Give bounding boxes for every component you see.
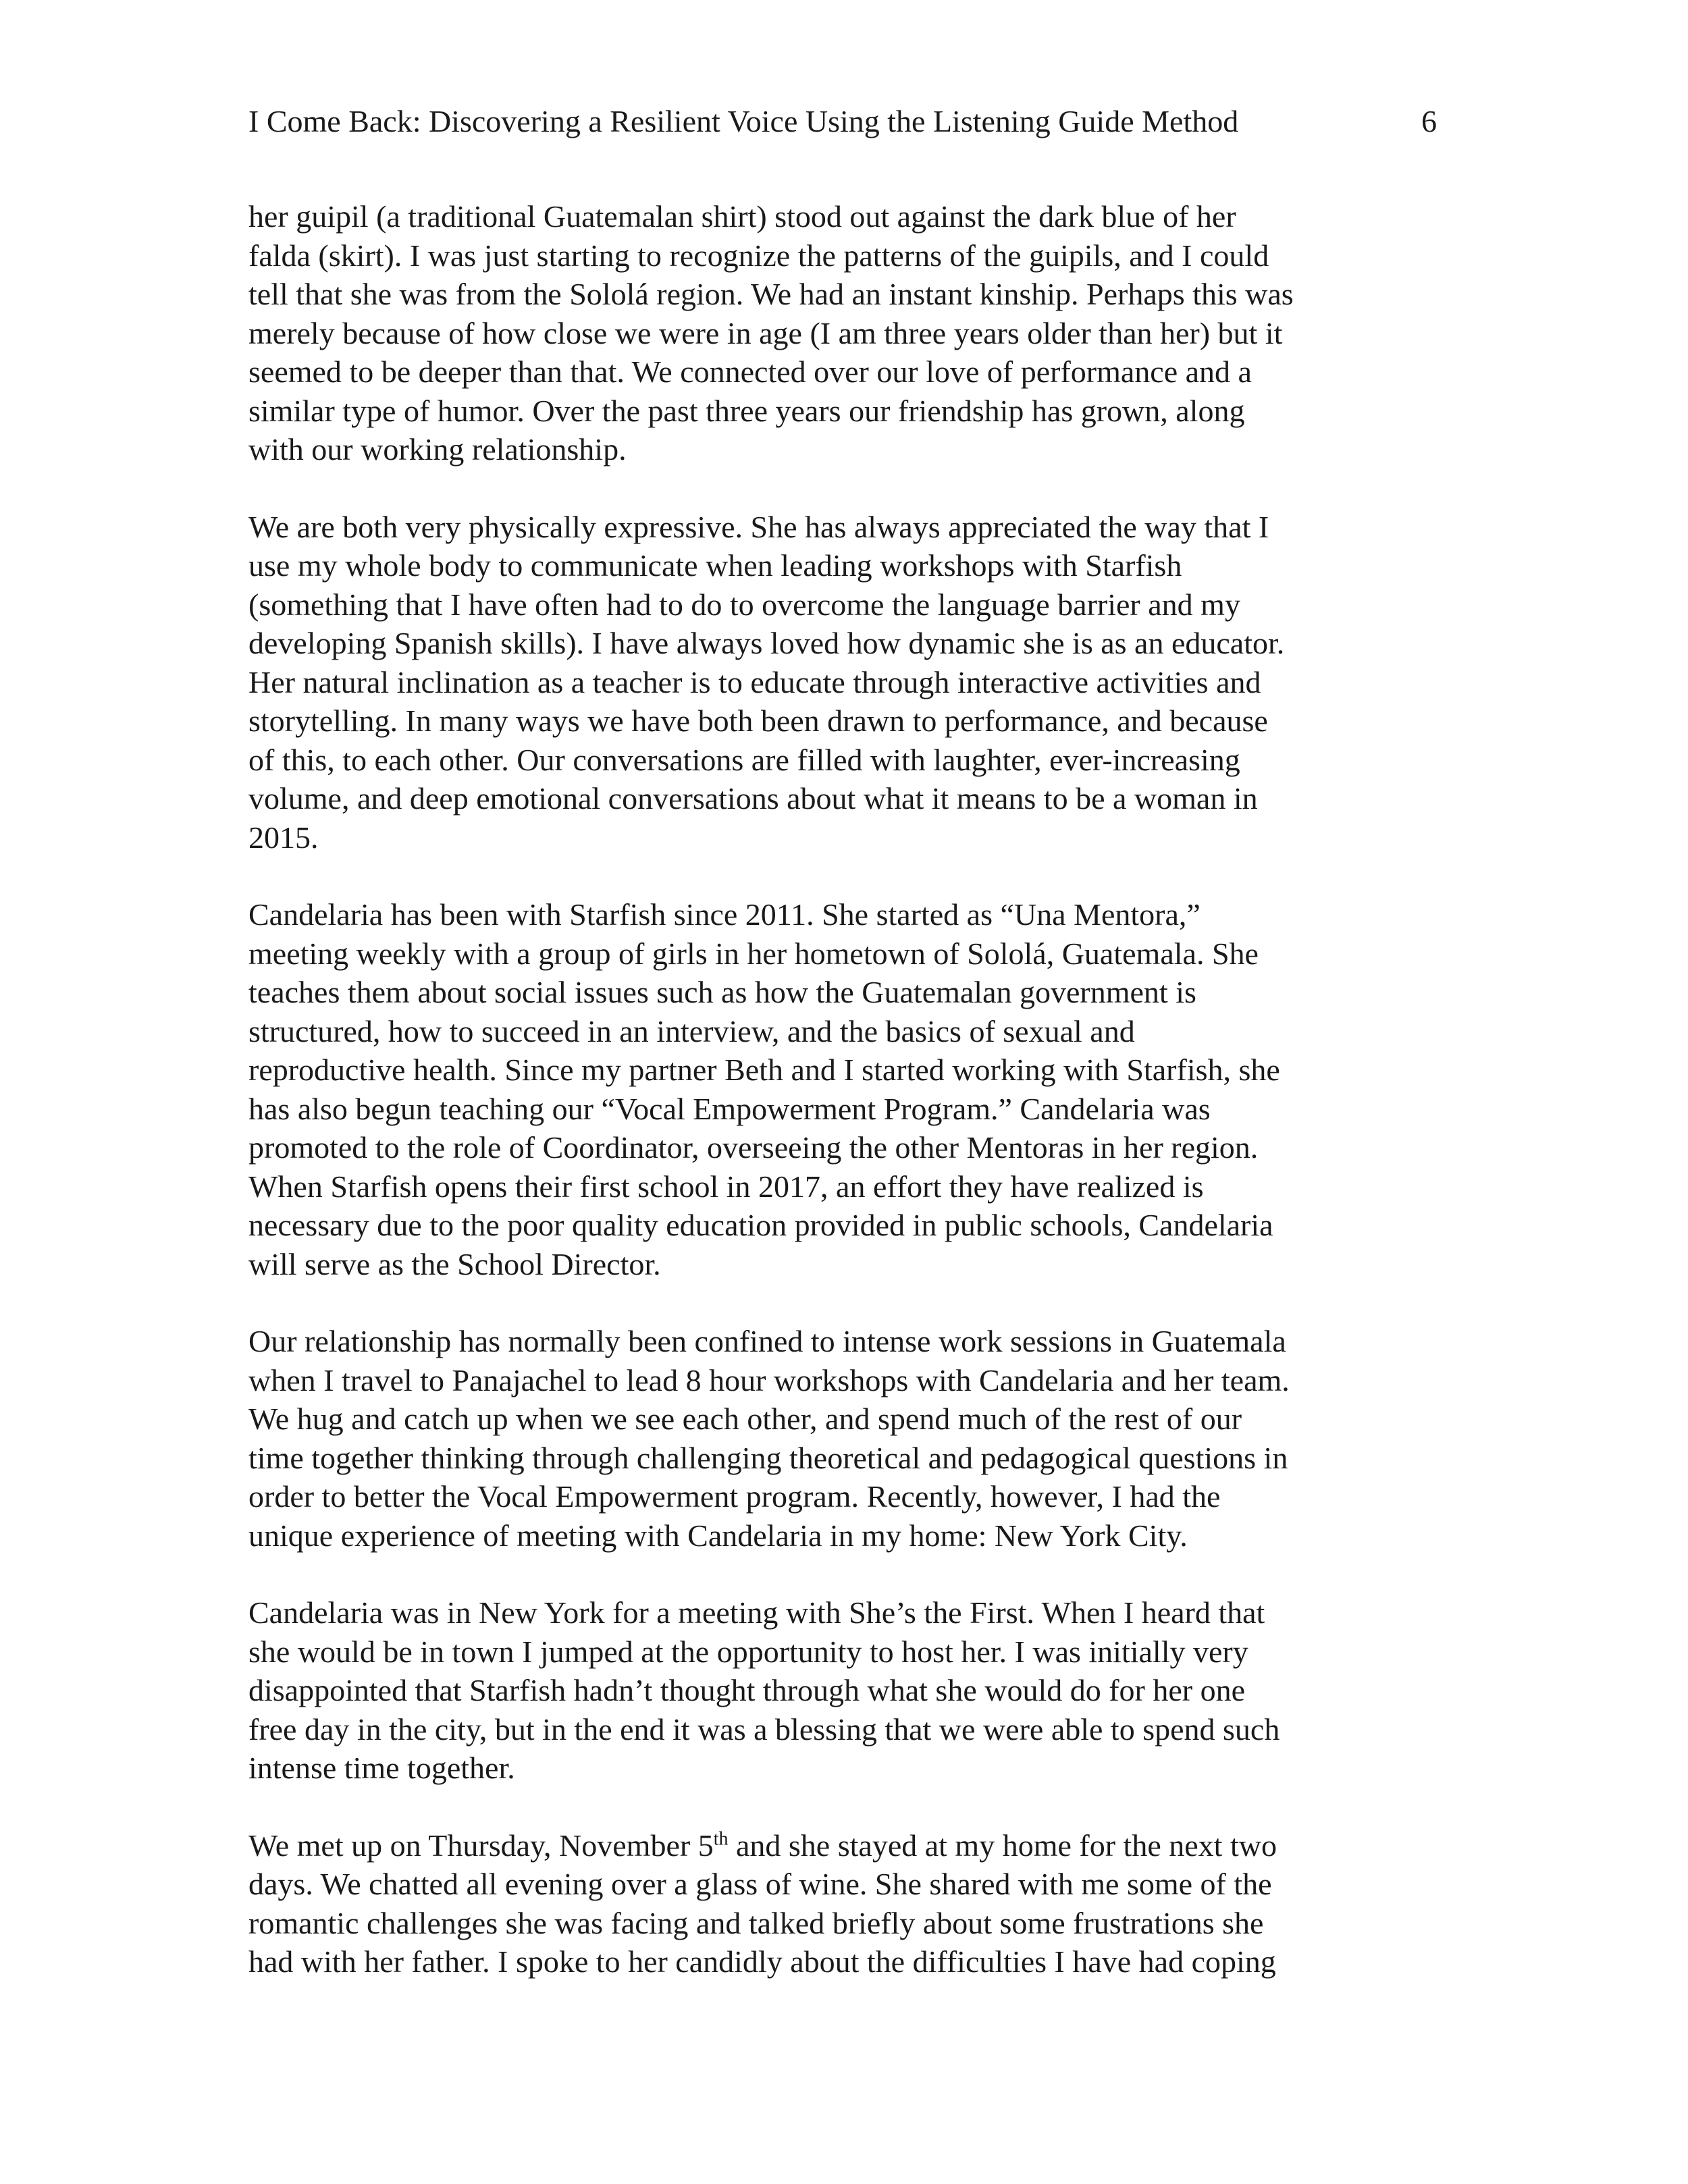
text-line: tell that she was from the Sololá region. We had an instant kinship. Perhaps this was [248,277,1294,311]
paragraph-6 [248,1826,1437,1981]
header-title: I Come Back: Discovering a Resilient Voice Using the Listening Guide Method [248,104,1239,138]
paragraph-2 [248,508,1437,857]
text-line: Her natural inclination as a teacher is to educate through interactive activities and [248,664,1261,699]
text-line: (something that I have often had to do to overcome the language barrier and my [248,587,1240,622]
text-line: promoted to the role of Coordinator, overseeing the other Mentoras in her region. [248,1130,1259,1165]
text-line: romantic challenges she was facing and talked briefly about some frustrations she [248,1905,1264,1940]
text-line: time together thinking through challenging theoretical and pedagogical questions in [248,1440,1288,1475]
body-text [248,197,1437,2020]
text-line: will serve as the School Director. [248,1246,661,1281]
text-line: meeting weekly with a group of girls in her hometown of Sololá, Guatemala. She [248,936,1259,971]
text-line: 2015. [248,820,319,855]
text-line: her guipil (a traditional Guatemalan shirt) stood out against the dark blue of her [248,199,1236,234]
text-line: Candelaria has been with Starfish since 2011. She started as “Una Mentora,” [248,897,1201,932]
text-line: reproductive health. Since my partner Beth and I started working with Starfish, she [248,1053,1280,1087]
ordinal-superscript: th [713,1828,729,1850]
text-line: structured, how to succeed in an interview, and the basics of sexual and [248,1013,1135,1048]
text-line: Our relationship has normally been confined to intense work sessions in Guatemala [248,1324,1286,1358]
text-line: seemed to be deeper than that. We connected over our love of performance and a [248,354,1252,389]
text-line: intense time together. [248,1751,515,1785]
text-line: had with her father. I spoke to her candidly about the difficulties I have had coping [248,1944,1276,1979]
text-line: unique experience of meeting with Candelaria in my home: New York City. [248,1518,1188,1553]
paragraph-1 [248,197,1437,469]
text-line: developing Spanish skills). I have always loved how dynamic she is as an educator. [248,626,1285,660]
text-line: similar type of humor. Over the past three years our friendship has grown, along [248,393,1245,428]
text-line: with our working relationship. [248,432,627,467]
text-line: of this, to each other. Our conversations are filled with laughter, ever-increasing [248,742,1240,777]
running-header [248,100,1437,143]
text-fragment: We met up on Thursday, November 5 [248,1828,714,1863]
paragraph-5 [248,1593,1437,1788]
text-line: Candelaria was in New York for a meeting with She’s the First. When I heard that [248,1595,1265,1630]
page-number: 6 [1421,104,1437,138]
paragraph-4 [248,1322,1437,1555]
text-line: order to better the Vocal Empowerment program. Recently, however, I had the [248,1479,1221,1514]
text-line: disappointed that Starfish hadn’t thought through what she would do for her one [248,1673,1246,1707]
text-line-with-superscript [248,1826,1437,1865]
text-line: storytelling. In many ways we have both been drawn to performance, and because [248,703,1268,738]
text-line: teaches them about social issues such as how the Guatemalan government is [248,975,1196,1009]
text-line: We are both very physically expressive. She has always appreciated the way that I [248,509,1269,544]
text-line: days. We chatted all evening over a glass of wine. She shared with me some of the [248,1867,1272,1901]
text-line: she would be in town I jumped at the opportunity to host her. I was initially very [248,1634,1248,1669]
paragraph-3 [248,895,1437,1283]
text-line: volume, and deep emotional conversations about what it means to be a woman in [248,781,1258,816]
text-line: use my whole body to communicate when leading workshops with Starfish [248,548,1182,583]
text-line: When Starfish opens their first school in 2017, an effort they have realized is [248,1169,1204,1204]
text-line: merely because of how close we were in age (I am three years older than her) but it [248,315,1283,350]
text-line: falda (skirt). I was just starting to recognize the patterns of the guipils, and I could [248,238,1269,273]
text-line: free day in the city, but in the end it was a blessing that we were able to spend such [248,1711,1280,1747]
text-fragment: and she stayed at my home for the next two [728,1828,1277,1863]
text-line: when I travel to Panajachel to lead 8 hour workshops with Candelaria and her team. [248,1362,1290,1397]
text-line: has also begun teaching our “Vocal Empowerment Program.” Candelaria was [248,1091,1211,1126]
text-line: We hug and catch up when we see each other, and spend much of the rest of our [248,1402,1242,1436]
text-line: necessary due to the poor quality education provided in public schools, Candelaria [248,1208,1273,1242]
